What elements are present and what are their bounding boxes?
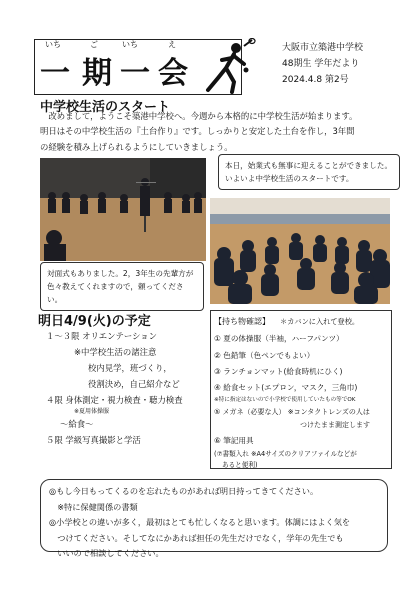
photo-students-seated — [210, 198, 390, 304]
title-ruby-1: いち — [45, 40, 61, 49]
schedule-item-2: ※中学校生活の諸注意 — [74, 347, 157, 357]
school-name: 大阪市立築港中学校 — [282, 43, 364, 53]
intro-line-3: の経験を積み上げられるようにしていきましょう。 — [40, 141, 233, 152]
title-ruby-4: え — [168, 40, 176, 49]
speech-bubble-right: 本日，始業式も無事に迎えることができました。いよいよ中学校生活のスタートです。 — [218, 154, 400, 190]
belongings-note: ＊カバンに入れて登校。 — [280, 317, 360, 326]
schedule-item-4: 役割決め，自己紹介など — [88, 379, 180, 389]
belongings-item-6: ⑤ メガネ（必要な人） ※コンタクトレンズの人は — [214, 408, 370, 416]
belongings-item-1: ① 夏の体操服（半袖，ハーフパンツ） — [214, 334, 344, 343]
intro-paragraph — [40, 109, 390, 155]
title-ruby-2: ご — [90, 40, 98, 49]
schedule-item-7: ～給食～ — [60, 419, 94, 429]
notice-box — [40, 479, 388, 559]
belongings-heading: 【持ち物確認】 — [214, 317, 270, 326]
intro-line-2: 明日はその中学校生活の『土台作り』です。しっかりと安定した土台を作し，3年間 — [40, 126, 355, 137]
title-char-1: 一 — [40, 56, 72, 91]
schedule-item-1: １～３限 オリエンテーション — [46, 331, 158, 341]
schedule-item-8: ５限 学級写真撮影と学活 — [46, 435, 141, 445]
belongings-item-5: ※特に指定はないので小学校で使用していたもの等でOK — [214, 397, 356, 403]
title-char-3: 一 — [120, 56, 152, 91]
notice-line-2: ※特に保健関係の書類 — [57, 501, 138, 512]
belongings-item-9: (⑦書類入れ ※A4サイズのクリアファイルなどが — [214, 450, 357, 458]
tennis-player-icon — [198, 38, 256, 94]
speech-bubble-left: 対面式もありました。2，3年生の先輩方が色々教えてくれますので，頼ってください。 — [40, 262, 204, 311]
schedule-item-6: ※夏用体操服 — [74, 408, 110, 415]
notice-line-3: ◎小学校との違いが多く，最初はとても忙しくなると思います。体調にはよく気を — [49, 517, 351, 528]
notice-line-4: つけてください。そしてなにかあれば担任の先生だけでなく，学年の先生でも — [57, 532, 344, 543]
belongings-item-8: ⑥ 筆記用具 — [214, 436, 254, 445]
belongings-item-7: つけたまま測定します — [300, 421, 370, 429]
notice-line-1: ◎もし今日もってくるのを忘れたものがあれば明日持ってきてください。 — [49, 486, 319, 496]
title-ruby-3: いち — [122, 40, 138, 49]
date-issue: 2024.4.8 第2号 — [282, 75, 349, 85]
belongings-item-3: ③ ランチョンマット(給食時机にひく) — [214, 367, 343, 376]
section-heading: 中学校生活のスタート — [40, 100, 171, 115]
title-char-2: 期 — [82, 56, 114, 91]
belongings-item-10: あると便利) — [222, 461, 258, 469]
schedule-item-5: ４限 身体測定・視力検査・聴力検査 — [46, 395, 183, 405]
schedule-item-3: 校内見学，班づくり， — [88, 363, 172, 373]
title-char-4: 会 — [158, 56, 190, 91]
grade-line: 48期生 学年だより — [282, 59, 360, 69]
notice-line-5: いいので相談してください。 — [57, 548, 164, 559]
intro-line-1: 改めまして，ようこそ築港中学校へ。今週から本格的に中学校生活が始まります。 — [48, 111, 358, 121]
belongings-item-2: ② 色鉛筆（色ペンでもよい） — [214, 351, 315, 360]
schedule-heading: 明日4/9(火)の予定 — [38, 314, 151, 329]
belongings-item-4: ④ 給食セット(エプロン，マスク，三角巾) — [214, 383, 358, 392]
photo-gym-ceremony — [40, 158, 206, 261]
